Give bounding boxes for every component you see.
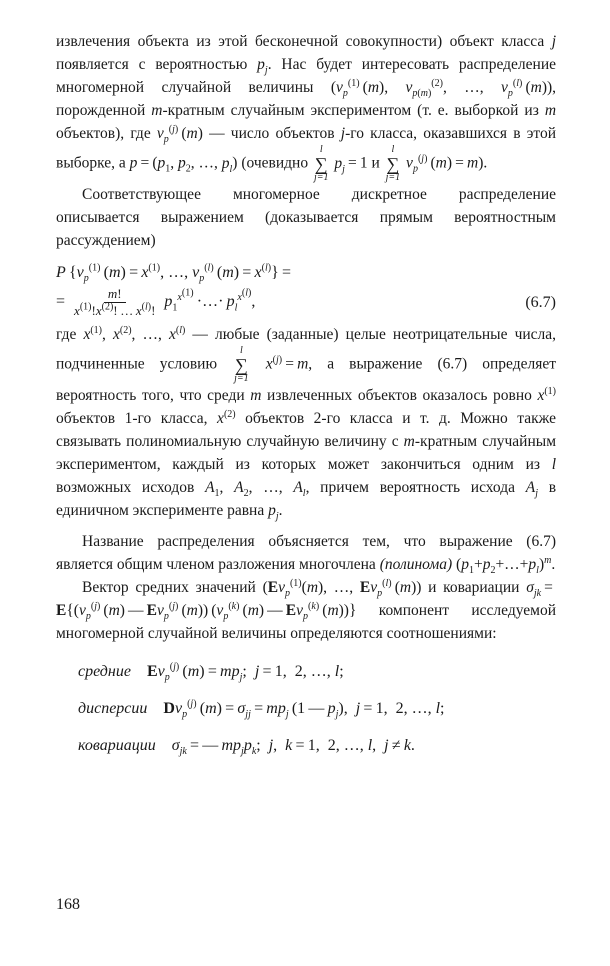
paragraph-1: извлечения объекта из этой бесконечной совокупности) объект класса j появляется с вероятностью $p_j$. Нас будет интересовать распределение многомерной случайной величины ($\nu_p^{(1)}$ (m), $\nu_{p(m)}^{(2)}$, …, $\nu_p^{(l)}$ (m)), порожденной m-кратным случайным экспериментом (т. е. выборкой из m объектов), где $\nu_p^{(j)}$ (m) — число объектов j-го класса, оказавшихся в этой выборке, а $p = (p_1$, $p_2$, …, $p_l$) (очевидно l ∑ j=1 $p_j = 1$ и l ∑ j=1 $\nu_p^{(j)}$ (m) = m). — [56, 33, 557, 183]
paragraph-3: где $x^{(1)}$, $x^{(2)}$, …, $x^{(l)}$ — любые (заданные) целые неотрицательные числа, подчиненные условию l ∑ j=1 $x^{(j)} = m$, а выражение (6.7) определяет вероятность того, что среди m извлеченных объектов оказалось ровно $x^{(1)}$ объектов 1-го класса, $x^{(2)}$ объектов 2-го класса и т. д. Можно также связывать полиномиальную случайную величину с m-кратным случайным экспериментом, каждый из которых может закончиться одним из l возможных исходов $A_1$, $A_2$, …, $A_l$, причем вероятность исхода $A_j$ в единичном эксперименте равна $p_j$. — [56, 324, 557, 523]
equation-line-2: = $\frac{m!}{x^{(1)}!x^{(2)}! \dots x^{(l)}!}$ $p_1^{x^{(1)}}$ ·…· $p_l^{x^{(l)}}$, (6.7) — [56, 286, 556, 318]
page-number: 168 — [56, 896, 80, 913]
formula-variances: дисперсии $D\nu_p^{(j)}$ $(m) = \sigma_{jj} = mp_j$ (1 — $p_j$), j = 1, 2, …, l; — [78, 698, 445, 721]
formula-means: средние $E\nu_p^{(j)}$ $(m) = mp_j$; j = 1, 2, …, l; — [78, 661, 344, 684]
paragraph-4: Название распределения объясняется тем, что выражение (6.7) является общим членом разложения многочлена (полинома) $(p_1+p_2+\dots+p_l)^m$. — [56, 533, 556, 577]
paragraph-5: Вектор средних значений ($E\nu_p^{(1)}(m)$, …, $E\nu_p^{(l)}$ (m)) и ковариации $\sigma_{jk} = E\{(\nu_p^{(j)}$ (m) — $E\nu_p^{(j)}$ (m)) ($\nu_p^{(k)}$ (m) — $E\nu_p^{(k)}$ (m))} компонент исследуемой многомерной случайной величины определяются соотношениями: — [56, 577, 557, 642]
paragraph-2: Соответствующее многомерное дискретное распределение описывается выражением (доказывается прямым вероятностным рассуждением) — [56, 186, 556, 249]
equation-number: (6.7) — [525, 293, 556, 311]
equation-line-1: P {$\nu_p^{(1)}$ $(m) = x^{(1)}$, …, $\nu_p^{(l)}$ $(m) = x^{(l)}$} = — [56, 262, 292, 285]
equation-6-7 — [56, 260, 556, 319]
formula-covariances: ковариации $\sigma_{jk}$ = — $mp_jp_k$; j, k = 1, 2, …, l, j ≠ k. — [78, 737, 415, 758]
page-body — [56, 30, 556, 762]
